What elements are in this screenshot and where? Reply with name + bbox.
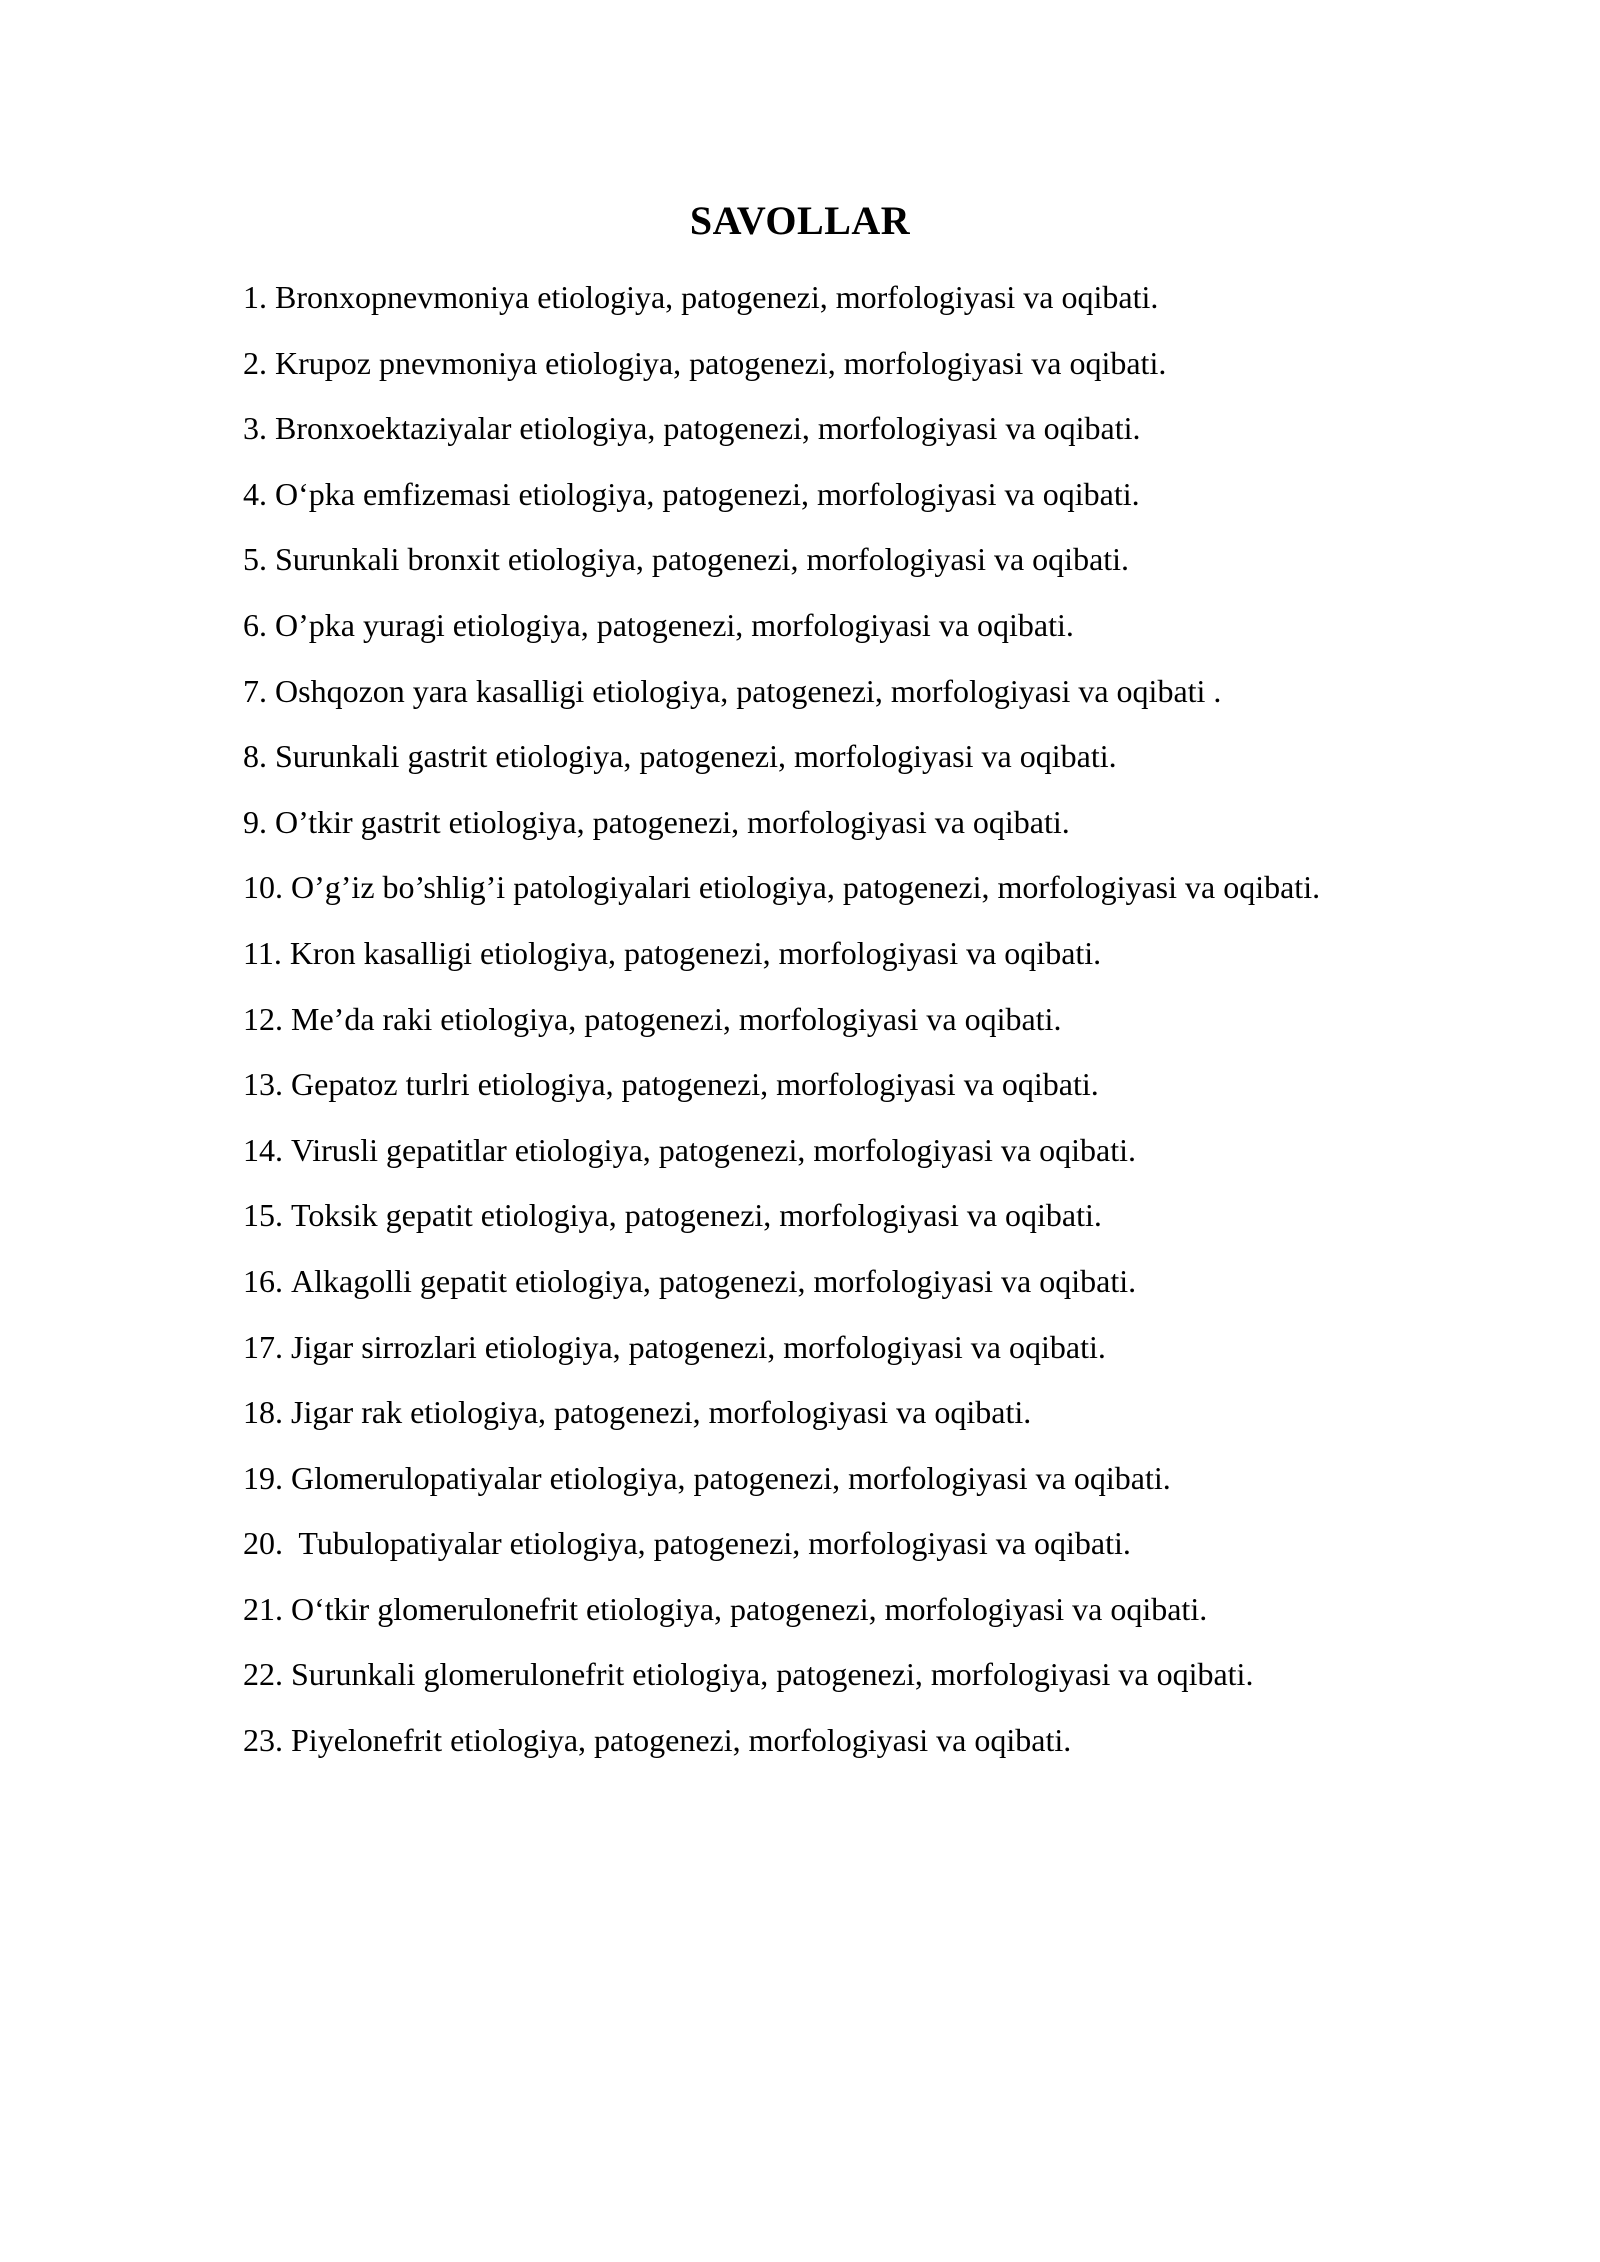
question-text: Surunkali gastrit etiologiya, patogenezi, morfologiyasi va oqibati. [275,738,1117,775]
question-text: O‘pka emfizemasi etiologiya, patogenezi, morfologiyasi va oqibati. [275,475,1140,512]
question-number: 21. [243,1590,283,1627]
question-text: Virusli gepatitlar etiologiya, patogenezi, morfologiyasi va oqibati. [291,1131,1136,1168]
question-text: O’pka yuragi etiologiya, patogenezi, morfologiyasi va oqibati. [275,606,1074,643]
question-item [243,855,1368,921]
question-item [243,527,1368,593]
question-number: 16. [243,1262,283,1299]
question-list [243,265,1368,1774]
question-item [243,331,1368,397]
question-item [243,1118,1368,1184]
question-number: 18. [243,1394,283,1431]
question-number: 8. [243,738,267,775]
question-text: Bronxoektaziyalar etiologiya, patogenezi, morfologiyasi va oqibati. [275,410,1141,447]
question-number: 10. [243,869,283,906]
question-text: Glomerulopatiyalar etiologiya, patogenezi, morfologiyasi va oqibati. [291,1459,1171,1496]
question-item [243,593,1368,659]
question-text: Toksik gepatit etiologiya, patogenezi, morfologiyasi va oqibati. [291,1197,1102,1234]
question-number: 4. [243,475,267,512]
question-item [243,1577,1368,1643]
question-text: O’g’iz bo’shlig’i patologiyalari etiologiya, patogenezi, morfologiyasi va oqibati. [291,869,1321,906]
question-number: 9. [243,803,267,840]
question-text: Tubulopatiyalar etiologiya, patogenezi, morfologiyasi va oqibati. [291,1525,1131,1562]
question-number: 12. [243,1000,283,1037]
question-item [243,396,1368,462]
question-text: Surunkali glomerulonefrit etiologiya, patogenezi, morfologiyasi va oqibati. [291,1656,1254,1693]
question-text: Kron kasalligi etiologiya, patogenezi, morfologiyasi va oqibati. [289,934,1102,971]
question-item [243,1315,1368,1381]
question-item [243,1052,1368,1118]
question-text: Alkagolli gepatit etiologiya, patogenezi, morfologiyasi va oqibati. [291,1262,1137,1299]
question-number: 6. [243,606,267,643]
question-item [243,921,1368,987]
question-item [243,1249,1368,1315]
question-item [243,1708,1368,1774]
question-item [243,1446,1368,1512]
question-item [243,790,1368,856]
question-number: 7. [243,672,267,709]
question-text: Jigar rak etiologiya, patogenezi, morfologiyasi va oqibati. [291,1394,1032,1431]
question-text: Surunkali bronxit etiologiya, patogenezi, morfologiyasi va oqibati. [275,541,1130,578]
question-number: 14. [243,1131,283,1168]
question-number: 1. [243,279,267,315]
page-title: SAVOLLAR [689,198,911,243]
question-item [243,659,1368,725]
question-item [243,265,1368,331]
question-item [243,462,1368,528]
question-text: Me’da raki etiologiya, patogenezi, morfologiyasi va oqibati. [291,1000,1062,1037]
question-text: O‘tkir glomerulonefrit etiologiya, patogenezi, morfologiyasi va oqibati. [291,1590,1208,1627]
question-item [243,1380,1368,1446]
question-item [243,987,1368,1053]
question-text: O’tkir gastrit etiologiya, patogenezi, morfologiyasi va oqibati. [275,803,1070,840]
question-number: 2. [243,344,267,381]
question-text: Gepatoz turlri etiologiya, patogenezi, morfologiyasi va oqibati. [291,1066,1099,1103]
question-number: 19. [243,1459,283,1496]
question-number: 20. [243,1525,283,1562]
question-text: Krupoz pnevmoniya etiologiya, patogenezi, morfologiyasi va oqibati. [275,344,1167,381]
question-text: Bronxopnevmoniya etiologiya, patogenezi, morfologiyasi va oqibati. [275,279,1159,315]
question-number: 3. [243,410,267,447]
question-text: Piyelonefrit etiologiya, patogenezi, morfologiyasi va oqibati. [291,1722,1072,1759]
question-text: Jigar sirrozlari etiologiya, patogenezi, morfologiyasi va oqibati. [291,1328,1106,1365]
question-text: Oshqozon yara kasalligi etiologiya, patogenezi, morfologiyasi va oqibati . [275,672,1222,709]
question-number: 23. [243,1722,283,1759]
question-number: 11. [243,934,282,971]
question-item [243,1642,1368,1708]
question-item [243,724,1368,790]
question-number: 5. [243,541,267,578]
question-number: 17. [243,1328,283,1365]
question-number: 22. [243,1656,283,1693]
question-item [243,1511,1368,1577]
question-number: 13. [243,1066,283,1103]
question-item [243,1183,1368,1249]
question-number: 15. [243,1197,283,1234]
